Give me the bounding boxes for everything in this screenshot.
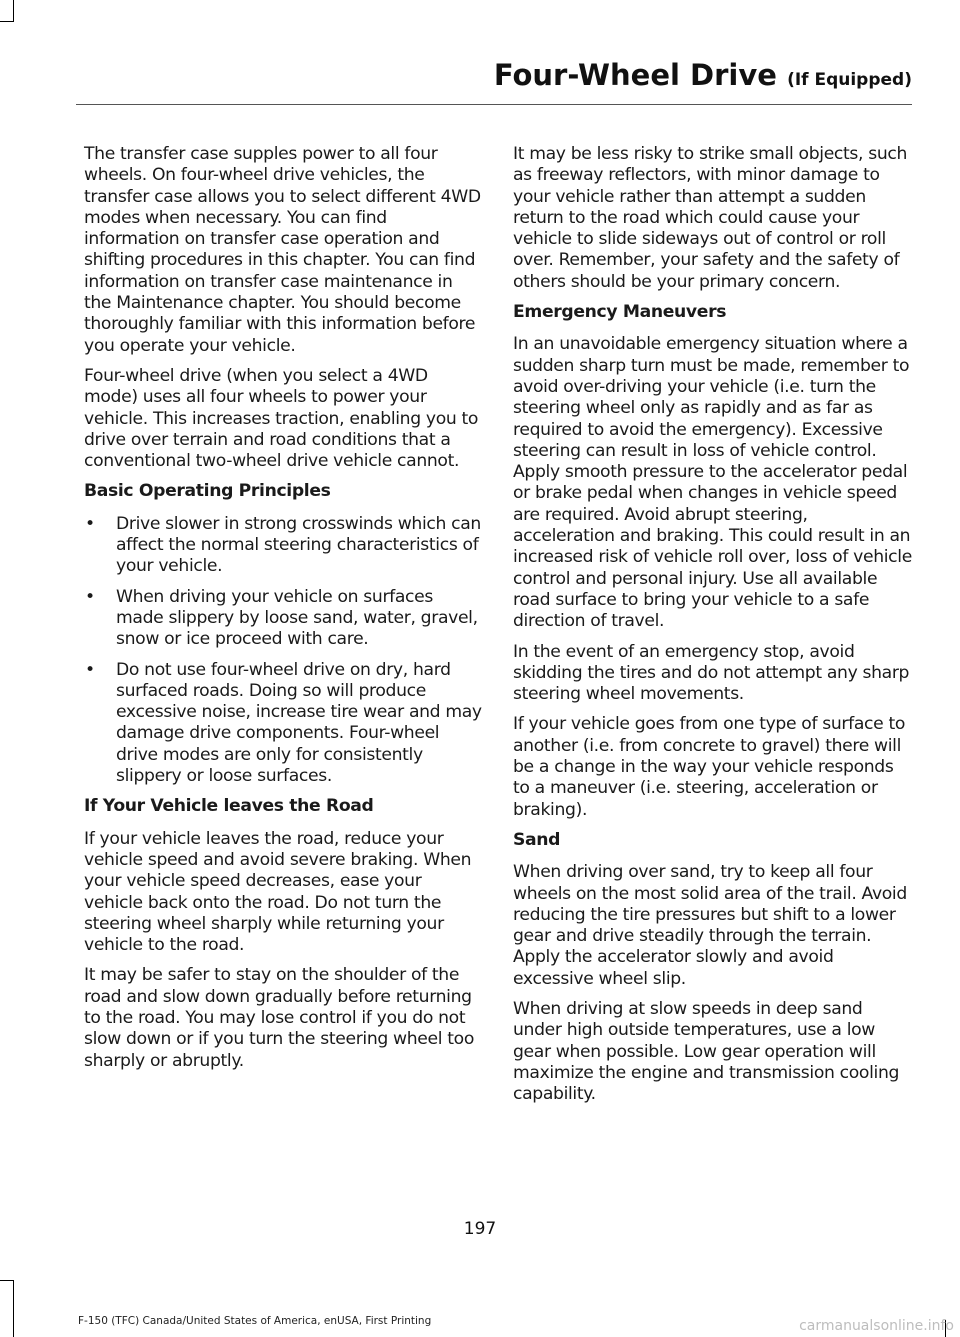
footer-text: F-150 (TFC) Canada/United States of America, enUSA, First Printing: [78, 1315, 432, 1327]
bullet-icon: •: [85, 586, 95, 607]
crop-mark-bottom-left-vertical: [13, 1280, 14, 1337]
section-heading: Emergency Maneuvers: [513, 302, 727, 323]
page-header-title: [494, 58, 912, 92]
section-heading: Basic Operating Principles: [84, 481, 331, 502]
watermark: carmanualsonline.info: [799, 1318, 954, 1334]
header-divider: [76, 104, 912, 105]
list-item-text: When driving your vehicle on surfaces made slippery by loose sand, water, gravel, snow or ice proceed with care.: [116, 586, 478, 650]
paragraph: It may be safer to stay on the shoulder of the road and slow down gradually before returning to the road. You may lose control if you do not slow down or if you turn the steering wheel too sharply or abruptly.: [84, 965, 475, 1071]
bullet-icon: •: [85, 659, 95, 680]
list-item-text: Do not use four-wheel drive on dry, hard surfaced roads. Doing so will produce excessive noise, increase tire wear and may damage drive components. Four-wheel drive modes are only for consistently slippery or loose surfaces.: [116, 659, 482, 787]
crop-mark-bottom-left-horizontal: [0, 1280, 14, 1281]
paragraph: The transfer case supples power to all four wheels. On four-wheel drive vehicles, the transfer case allows you to select different 4WD modes when necessary. You can find information on transfer case operation and shifting procedures in this chapter. You can find information on transfer case maintenance in the Maintenance chapter. You should become thoroughly familiar with this information before you operate your vehicle.: [84, 144, 481, 356]
right-column: [513, 144, 913, 1114]
list-item: [84, 587, 484, 651]
bullet-list: [84, 514, 484, 788]
chapter-subtitle: (If Equipped): [787, 70, 912, 90]
paragraph: Four-wheel drive (when you select a 4WD mode) uses all four wheels to power your vehicle. This increases traction, enabling you to drive over terrain and road conditions that a conventional two-wheel drive vehicle cannot.: [84, 365, 479, 472]
paragraph: If your vehicle goes from one type of surface to another (i.e. from concrete to gravel) there will be a change in the way your vehicle responds to a maneuver (i.e. steering, acceleration or braking).: [513, 714, 906, 820]
list-item: [84, 514, 484, 578]
list-item: [84, 660, 484, 788]
paragraph: When driving at slow speeds in deep sand under high outside temperatures, use a low gear when possible. Low gear operation will maximize the engine and transmission cooling capability.: [513, 998, 900, 1105]
crop-mark-top-left-vertical: [13, 0, 14, 22]
crop-mark-top-left-horizontal: [0, 21, 14, 22]
bullet-icon: •: [85, 513, 95, 534]
paragraph: If your vehicle leaves the road, reduce your vehicle speed and avoid severe braking. When your vehicle speed decreases, ease your vehicle back onto the road. Do not turn the steering wheel sharply while returning your vehicle to the road.: [84, 828, 472, 956]
list-item-text: Drive slower in strong crosswinds which can affect the normal steering characteristics of your vehicle.: [116, 513, 481, 577]
paragraph: In the event of an emergency stop, avoid skidding the tires and do not attempt any sharp steering wheel movements.: [513, 641, 910, 705]
section-heading: If Your Vehicle leaves the Road: [84, 796, 374, 817]
chapter-title: Four-Wheel Drive: [493, 58, 777, 92]
page-number: 197: [463, 1219, 497, 1239]
paragraph: It may be less risky to strike small objects, such as freeway reflectors, with minor damage to your vehicle rather than attempt a sudden return to the road which could cause your vehicle to slide sideways out of control or roll over. Remember, your safety and the safety of others should be your primary concern.: [513, 144, 908, 292]
left-column: [84, 144, 484, 1081]
section-heading: Sand: [513, 829, 561, 850]
paragraph: When driving over sand, try to keep all four wheels on the most solid area of the trail. Avoid reducing the tire pressures but shift to a lower gear and drive steadily through the terrain. Apply the accelerator slowly and avoid excessive wheel slip.: [513, 862, 907, 989]
paragraph: In an unavoidable emergency situation where a sudden sharp turn must be made, remember to avoid over-driving your vehicle (i.e. turn the steering wheel only as rapidly and as far as required to avoid the emergency). Excessive steering can result in loss of vehicle control. Apply smooth pressure to the accelerator pedal or brake pedal when changes in vehicle speed are required. Avoid abrupt steering, acceleration and braking. This could result in an increased risk of vehicle roll over, loss of vehicle control and personal injury. Use all available road surface to bring your vehicle to a safe direction of travel.: [513, 334, 912, 632]
